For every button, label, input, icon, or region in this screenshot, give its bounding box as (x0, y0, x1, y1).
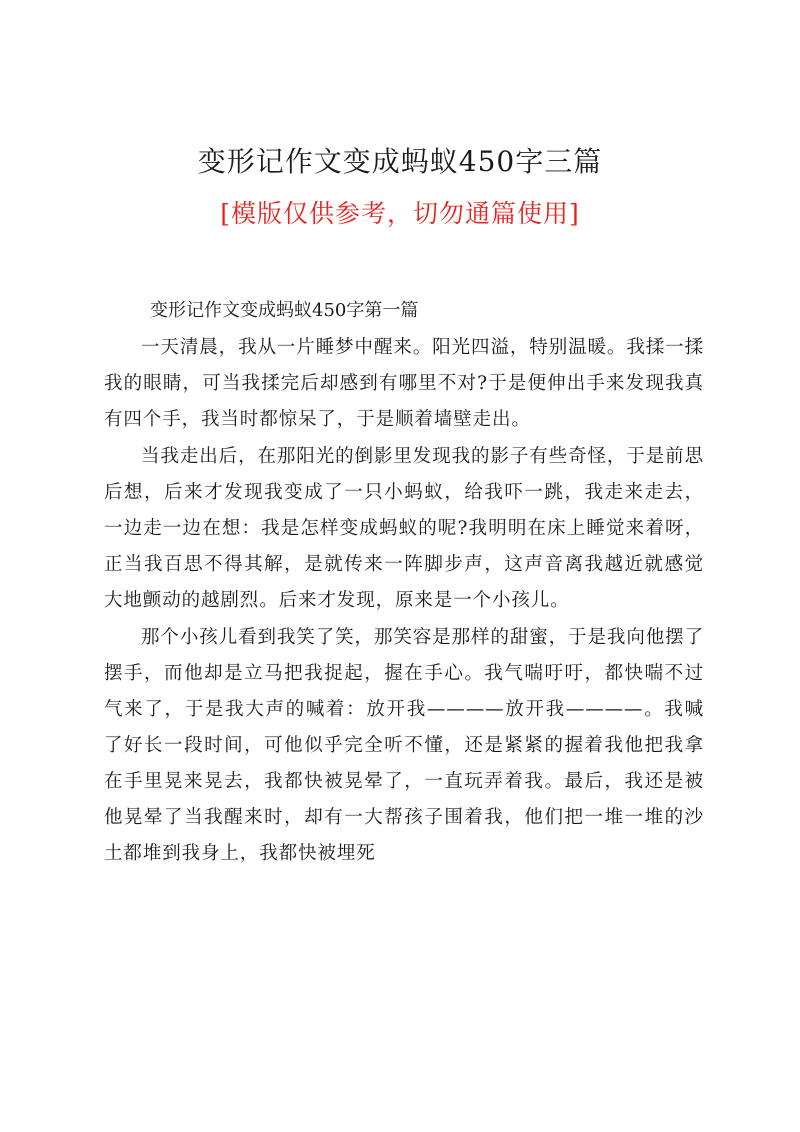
document-title: 变形记作文变成蚂蚁450字三篇 (197, 145, 603, 178)
paragraph-1: 一天清晨，我从一片睡梦中醒来。阳光四溢，特别温暖。我揉一揉我的眼睛，可当我揉完后却感到有哪里不对?于是便伸出手来发现我真有四个手，我当时都惊呆了，于是顺着墙壁走出。 (104, 337, 704, 430)
template-notice: [模版仅供参考，切勿通篇使用] (220, 199, 580, 228)
section-heading: 变形记作文变成蚂蚁450字第一篇 (150, 300, 419, 321)
paragraph-3: 那个小孩儿看到我笑了笑，那笑容是那样的甜蜜，于是我向他摆了摆手，而他却是立马把我捉起，握在手心。我气喘吁吁，都快喘不过气来了，于是我大声的喊着：放开我————放开我————。我喊了好长一段时间，可他似乎完全听不懂，还是紧紧的握着我他把我拿在手里晃来晃去，我都快被晃晕了，一直玩弄着我。最后，我还是被他晃晕了当我醒来时，却有一大帮孩子围着我，他们把一堆一堆的沙土都堆到我身上，我都快被埋死 (104, 627, 704, 864)
paragraph-2: 当我走出后，在那阳光的倒影里发现我的影子有些奇怪，于是前思后想，后来才发现我变成了一只小蚂蚁，给我吓一跳，我走来走去，一边走一边在想：我是怎样变成蚂蚁的呢?我明明在床上睡觉来着呀，正当我百思不得其解，是就传来一阵脚步声，这声音离我越近就感觉大地颤动的越剧烈。后来才发现，原来是一个小孩儿。 (104, 446, 704, 611)
document-body (104, 293, 704, 873)
